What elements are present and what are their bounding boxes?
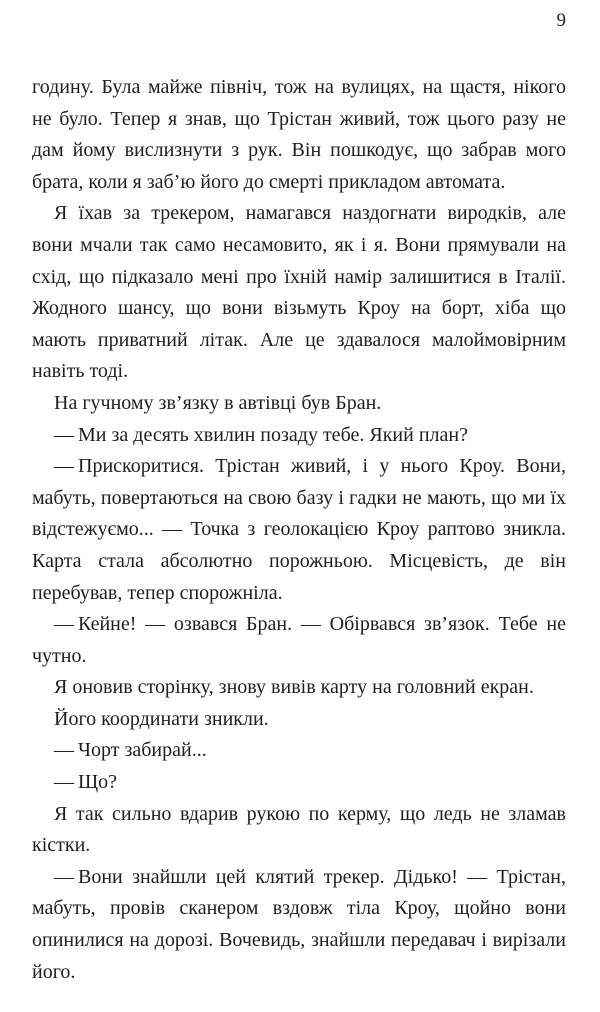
paragraph: Я оновив сторінку, знову вивів карту на головний екран. <box>54 676 534 699</box>
dialogue-line: — Вони знайшли цей клятий трекер. Дідько! — Трістан, мабуть, провів сканером вздовж тіла Кроу, щойно вони опинилися на дорозі. Вочевидь, знайшли передавач і вирізали його. <box>32 865 566 983</box>
dialogue-line: — Кейне! — озвався Бран. — Обірвався зв’язок. Тебе не чутно. <box>32 613 566 667</box>
paragraph: Я так сильно вдарив рукою по керму, що ледь не зламав кістки. <box>32 802 566 857</box>
dialogue-line: — Ми за десять хвилин позаду тебе. Який план? <box>54 423 468 446</box>
dialogue-line: — Що? <box>54 771 118 794</box>
paragraph: Я їхав за трекером, намагався наздогнати виродків, але вони мчали так само несамовито, як і я. Вони прямували на схід, що підказало мені про їхній намір залишитися в Італії. Жодного шансу, що вони візьмуть Кроу на борт, хіба що мають приватний літак. Але це здавалося малоймовірним навіть тоді. <box>32 202 566 383</box>
page-number: 9 <box>556 10 566 31</box>
dialogue-line: — Чорт забирай... <box>54 739 207 762</box>
paragraph: Його координати зникли. <box>54 707 269 730</box>
body-text <box>32 72 566 988</box>
dialogue-line: — Прискоритися. Трістан живий, і у нього Кроу. Вони, мабуть, повертаються на свою базу і гадки не мають, що ми їх відстежуємо... — Точка з геолокацією Кроу раптово зникла. Карта стала абсолютно порожньою. Місцевість, де він перебував, тепер спорожніла. <box>32 455 566 604</box>
paragraph: годину. Була майже північ, тож на вулицях, на щастя, нікого не було. Тепер я знав, що Трістан живий, тож цього разу не дам йому вислизнути з рук. Він пошкодує, що забрав мого брата, коли я заб’ю його до смерті прикладом автомата. <box>32 76 566 193</box>
paragraph: На гучному зв’язку в автівці був Бран. <box>54 391 382 414</box>
